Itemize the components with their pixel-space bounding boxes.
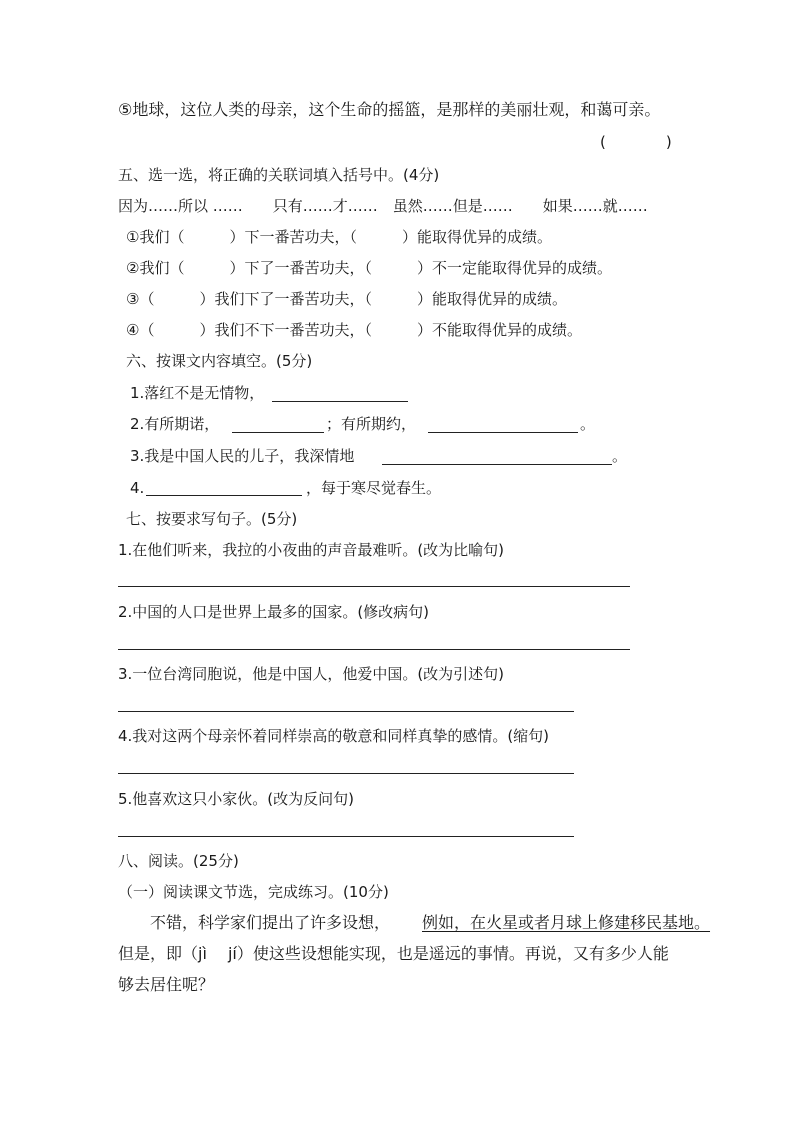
sec6-line4-blank[interactable] xyxy=(146,495,302,496)
sec8-passage-underlined-sentence: 例如，在火星或者月球上修建移民基地。 xyxy=(422,913,711,932)
sec5-heading: 五、选一选，将正确的关联词填入括号中。(4分) xyxy=(118,166,440,184)
sec7-q5-answer-line[interactable] xyxy=(118,836,574,837)
sec6-line2-text-c: 。 xyxy=(580,415,596,433)
sec7-q1-answer-line[interactable] xyxy=(118,586,630,587)
sec5-q3: ③（ ）我们下了一番苦功夫，（ ）能取得优异的成绩。 xyxy=(126,290,567,308)
sec8-subheading: （一）阅读课文节选，完成练习。(10分) xyxy=(118,883,389,901)
sec6-line2-text-b: ；有所期约， xyxy=(326,415,417,433)
sec6-line4-text-b: ，每于寒尽觉春生。 xyxy=(306,479,442,497)
sec6-line2-text-a: 2.有所期诺， xyxy=(130,415,220,433)
sec7-q2-answer-line[interactable] xyxy=(118,649,630,650)
sec8-passage-line2: 但是，即（jì jí）使这些设想能实现，也是遥远的事情。再说，又有多少人能 xyxy=(118,944,669,963)
sec6-line2-blank-b[interactable] xyxy=(428,432,578,433)
sec5-q4: ④（ ）我们不下一番苦功夫，（ ）不能取得优异的成绩。 xyxy=(126,321,582,339)
sec6-line4-text-a: 4. xyxy=(130,479,145,497)
sec7-q4-answer-line[interactable] xyxy=(118,773,574,774)
sec8-passage-line1-a: 不错，科学家们提出了许多设想， xyxy=(150,913,391,932)
sec5-q2: ②我们（ ）下了一番苦功夫，（ ）不一定能取得优异的成绩。 xyxy=(126,259,612,277)
sec6-line3-text-a: 3.我是中国人民的儿子，我深情地 xyxy=(130,447,355,465)
sec5-q1: ①我们（ ）下一番苦功夫，（ ）能取得优异的成绩。 xyxy=(126,228,552,246)
sec6-line2-blank-a[interactable] xyxy=(232,432,324,433)
item5-text: ⑤地球，这位人类的母亲，这个生命的摇篮，是那样的美丽壮观，和蔼可亲。 xyxy=(118,100,661,119)
item5-answer-paren[interactable]: ( ) xyxy=(600,133,672,151)
sec6-line3-blank[interactable] xyxy=(382,464,612,465)
sec7-q2: 2.中国的人口是世界上最多的国家。(修改病句) xyxy=(118,603,430,621)
sec7-q3-answer-line[interactable] xyxy=(118,711,574,712)
sec7-q3: 3.一位台湾同胞说，他是中国人，他爱中国。(改为引述句) xyxy=(118,665,505,683)
sec6-line1-text: 1.落红不是无情物， xyxy=(130,384,265,402)
sec7-q4: 4.我对这两个母亲怀着同样崇高的敬意和同样真挚的感情。(缩句) xyxy=(118,727,550,745)
sec8-heading: 八、阅读。(25分) xyxy=(118,852,239,870)
sec6-heading: 六、按课文内容填空。(5分) xyxy=(126,352,313,370)
sec5-options: 因为……所以 …… 只有……才…… 虽然……但是…… 如果……就…… xyxy=(118,197,648,215)
sec7-q5: 5.他喜欢这只小家伙。(改为反问句) xyxy=(118,790,355,808)
sec6-line1-blank[interactable] xyxy=(272,401,408,402)
sec7-heading: 七、按要求写句子。(5分) xyxy=(126,510,298,528)
sec8-passage-line3: 够去居住呢？ xyxy=(118,975,215,994)
sec7-q1: 1.在他们听来，我拉的小夜曲的声音最难听。(改为比喻句) xyxy=(118,541,505,559)
sec6-line3-text-b: 。 xyxy=(612,447,628,465)
